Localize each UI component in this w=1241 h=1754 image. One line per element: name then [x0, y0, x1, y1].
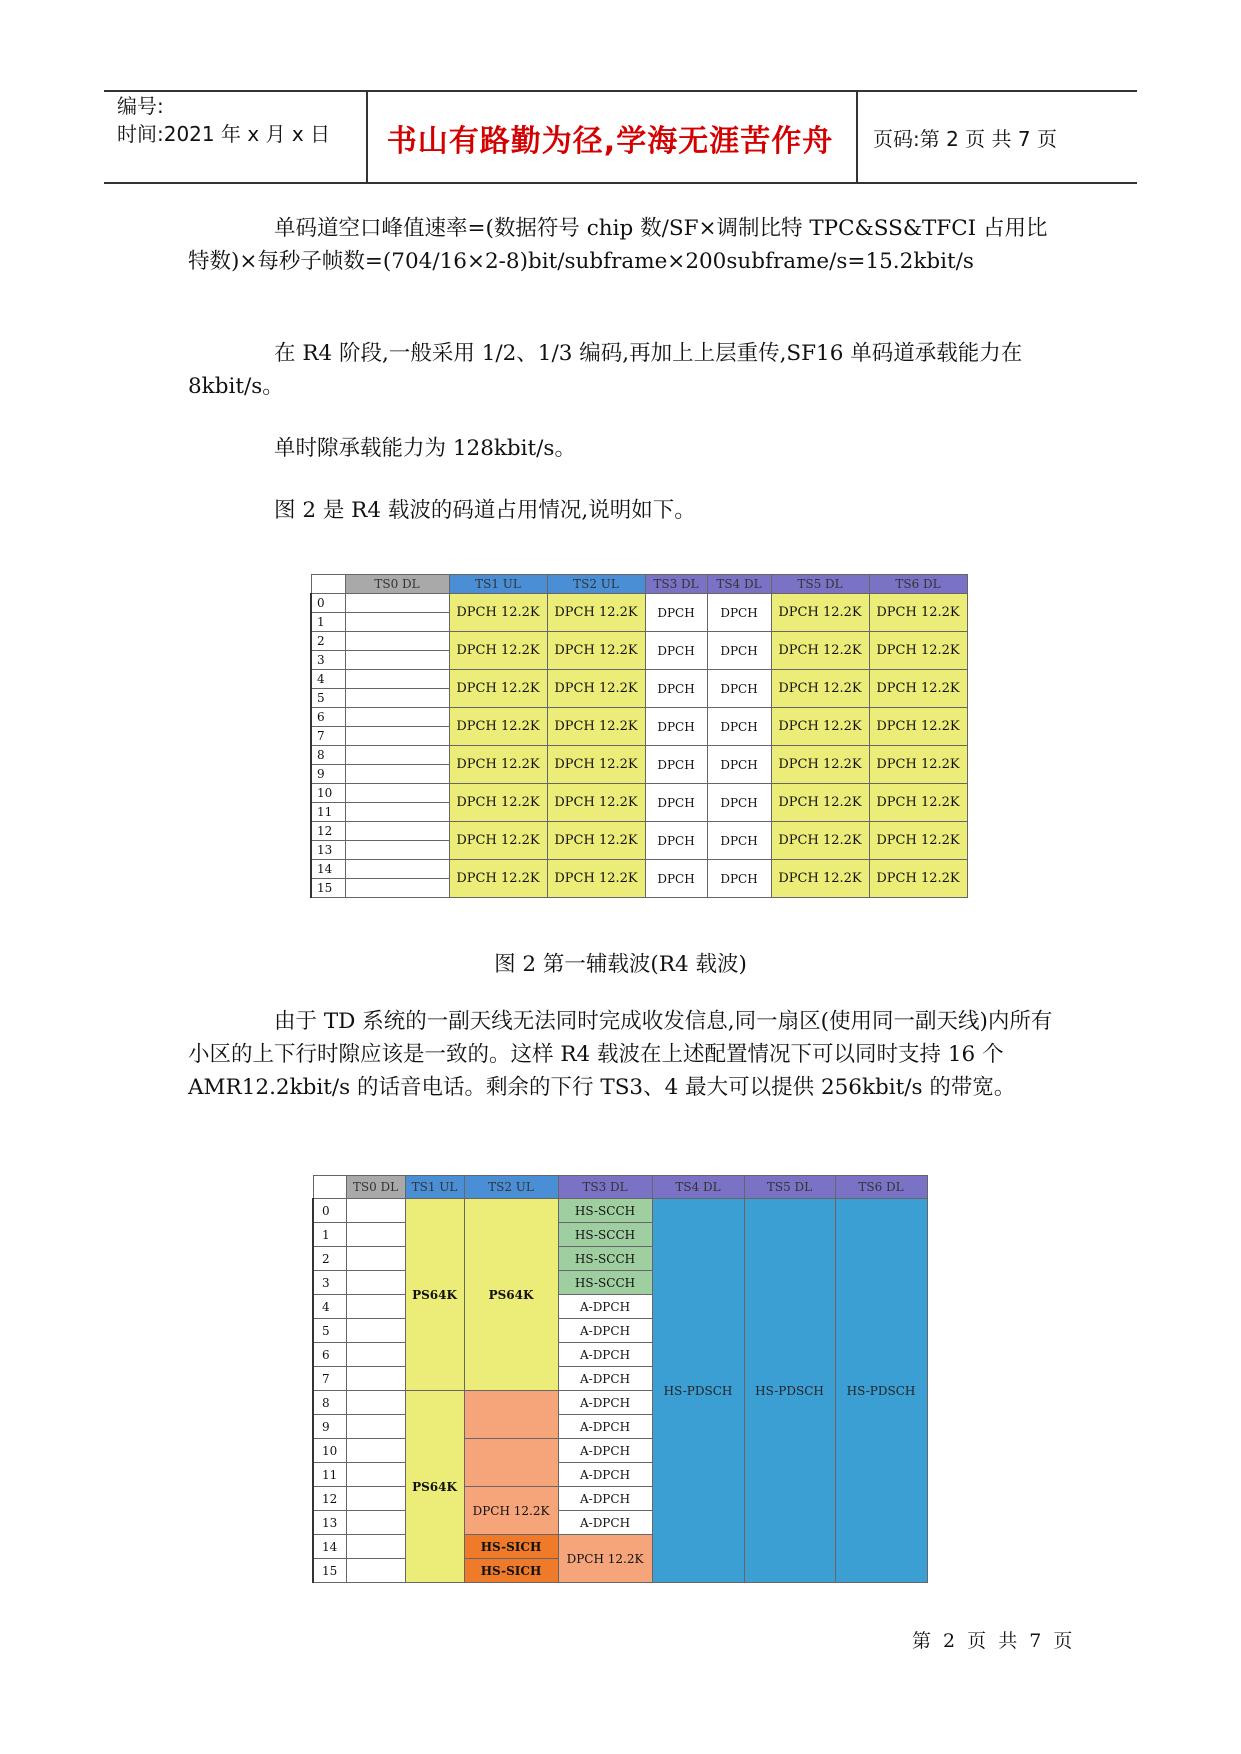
ts0-cell — [345, 784, 449, 803]
code-channel-cell: DPCH — [707, 746, 771, 784]
ts0-cell — [345, 746, 449, 765]
a-dpch-cell: A-DPCH — [558, 1415, 652, 1439]
dpch-cell: DPCH 12.2K — [558, 1535, 652, 1583]
ts0-cell — [345, 651, 449, 670]
row-index: 14 — [313, 1535, 346, 1559]
hs-scch-cell: HS-SCCH — [558, 1199, 652, 1223]
table-row — [311, 784, 967, 803]
code-channel-cell: DPCH 12.2K — [547, 594, 645, 632]
row-index: 10 — [313, 1439, 346, 1463]
code-channel-cell: DPCH 12.2K — [449, 784, 547, 822]
hs-pdsch-cell: HS-PDSCH — [835, 1199, 927, 1583]
code-channel-cell: DPCH 12.2K — [449, 708, 547, 746]
header-ts2: TS2 UL — [464, 1176, 558, 1199]
header-ts4: TS4 DL — [707, 575, 771, 594]
code-channel-cell: DPCH 12.2K — [547, 860, 645, 898]
code-channel-cell: DPCH 12.2K — [449, 670, 547, 708]
ts0-cell — [345, 803, 449, 822]
code-channel-cell: DPCH 12.2K — [869, 632, 967, 670]
ts0-cell — [346, 1199, 405, 1223]
header-ts5: TS5 DL — [771, 575, 869, 594]
ps64k-cell: PS64K — [405, 1199, 464, 1391]
corner-cell — [313, 1176, 346, 1199]
row-index: 15 — [311, 879, 345, 898]
a-dpch-cell: A-DPCH — [558, 1295, 652, 1319]
ts0-cell — [345, 727, 449, 746]
table1-body — [311, 594, 967, 898]
row-index: 7 — [313, 1367, 346, 1391]
header-divider-left — [366, 90, 368, 183]
table-row — [311, 670, 967, 689]
ts0-cell — [346, 1223, 405, 1247]
code-channel-cell: DPCH 12.2K — [771, 670, 869, 708]
row-index: 2 — [313, 1247, 346, 1271]
row-index: 3 — [313, 1271, 346, 1295]
hs-pdsch-cell: HS-PDSCH — [652, 1199, 744, 1583]
table-row — [311, 708, 967, 727]
code-channel-cell: DPCH — [707, 822, 771, 860]
table-row — [311, 632, 967, 651]
dpch-cell: DPCH 12.2K — [464, 1487, 558, 1535]
ts0-cell — [345, 613, 449, 632]
code-channel-cell: DPCH — [707, 784, 771, 822]
ps64k-cell: PS64K — [405, 1391, 464, 1583]
row-index: 12 — [313, 1487, 346, 1511]
code-channel-cell: DPCH — [645, 708, 707, 746]
header-ts4: TS4 DL — [652, 1176, 744, 1199]
row-index: 8 — [311, 746, 345, 765]
code-channel-cell: DPCH 12.2K — [771, 594, 869, 632]
hs-scch-cell: HS-SCCH — [558, 1247, 652, 1271]
code-channel-cell: DPCH 12.2K — [869, 784, 967, 822]
code-channel-cell: DPCH — [645, 784, 707, 822]
code-channel-cell: DPCH 12.2K — [547, 632, 645, 670]
row-index: 0 — [313, 1199, 346, 1223]
ts0-cell — [345, 879, 449, 898]
header-bottom-rule — [104, 182, 1137, 184]
row-index: 7 — [311, 727, 345, 746]
a-dpch-cell: A-DPCH — [558, 1343, 652, 1367]
code-channel-cell: DPCH — [645, 632, 707, 670]
code-channel-cell: DPCH 12.2K — [449, 632, 547, 670]
r4-carrier-code-table — [310, 574, 968, 898]
header-number-label: 编号: — [117, 94, 164, 118]
ts0-cell — [346, 1439, 405, 1463]
row-index: 8 — [313, 1391, 346, 1415]
code-channel-cell: DPCH 12.2K — [771, 746, 869, 784]
header-ts1: TS1 UL — [405, 1176, 464, 1199]
row-index: 2 — [311, 632, 345, 651]
row-index: 3 — [311, 651, 345, 670]
row-index: 0 — [311, 594, 345, 613]
row-index: 5 — [313, 1319, 346, 1343]
code-channel-cell: DPCH 12.2K — [449, 822, 547, 860]
a-dpch-cell: A-DPCH — [558, 1319, 652, 1343]
ts0-cell — [346, 1295, 405, 1319]
ts0-cell — [345, 860, 449, 879]
header-ts6: TS6 DL — [835, 1176, 927, 1199]
paragraph-2: 在 R4 阶段,一般采用 1/2、1/3 编码,再加上上层重传,SF16 单码道承载能力在 8kbit/s。 — [188, 341, 1023, 399]
ts0-cell — [345, 689, 449, 708]
ts0-cell — [346, 1511, 405, 1535]
figure-caption: 图 2 第一辅载波(R4 载波) — [494, 952, 747, 977]
ts0-cell — [346, 1247, 405, 1271]
table-row — [311, 746, 967, 765]
header-page-label: 页码:第 2 页 共 7 页 — [873, 127, 1057, 151]
code-channel-cell: DPCH 12.2K — [869, 860, 967, 898]
ts0-cell — [346, 1463, 405, 1487]
a-dpch-cell: A-DPCH — [558, 1439, 652, 1463]
code-channel-cell: DPCH 12.2K — [449, 594, 547, 632]
paragraph-4: 图 2 是 R4 载波的码道占用情况,说明如下。 — [274, 498, 696, 523]
row-index: 5 — [311, 689, 345, 708]
code-channel-cell: DPCH 12.2K — [771, 860, 869, 898]
a-dpch-cell: A-DPCH — [558, 1511, 652, 1535]
header-left-block — [117, 92, 330, 148]
ts0-cell — [346, 1367, 405, 1391]
code-channel-cell: DPCH — [645, 670, 707, 708]
row-index: 9 — [313, 1415, 346, 1439]
table-row — [311, 860, 967, 879]
code-channel-cell: DPCH 12.2K — [547, 746, 645, 784]
ts0-cell — [346, 1319, 405, 1343]
ts0-cell — [345, 594, 449, 613]
paragraph-3: 单时隙承载能力为 128kbit/s。 — [274, 436, 576, 461]
ts0-cell — [345, 841, 449, 860]
code-channel-cell: DPCH 12.2K — [547, 708, 645, 746]
ts0-cell — [346, 1271, 405, 1295]
a-dpch-cell: A-DPCH — [558, 1391, 652, 1415]
header-divider-right — [856, 90, 858, 183]
code-channel-cell: DPCH 12.2K — [547, 670, 645, 708]
table-row — [313, 1199, 927, 1223]
header-ts0: TS0 DL — [345, 575, 449, 594]
header-time-label: 时间:2021 年 x 月 x 日 — [117, 122, 331, 146]
ts0-cell — [346, 1535, 405, 1559]
corner-cell — [311, 575, 345, 594]
paragraph-1: 单码道空口峰值速率=(数据符号 chip 数/SF×调制比特 TPC&SS&TFCI 占用比特数)×每秒子帧数=(704/16×2-8)bit/subframe×200subframe/s=15.2kbit/s — [188, 216, 1048, 274]
code-channel-cell: DPCH — [645, 746, 707, 784]
row-index: 15 — [313, 1559, 346, 1583]
row-index: 4 — [313, 1295, 346, 1319]
header-ts2: TS2 UL — [547, 575, 645, 594]
header-ts1: TS1 UL — [449, 575, 547, 594]
code-channel-cell: DPCH 12.2K — [449, 746, 547, 784]
row-index: 4 — [311, 670, 345, 689]
code-channel-cell: DPCH 12.2K — [547, 822, 645, 860]
hsdpa-carrier-code-table — [312, 1175, 928, 1583]
ts0-cell — [346, 1487, 405, 1511]
ts0-cell — [345, 708, 449, 727]
code-channel-cell: DPCH — [707, 860, 771, 898]
salmon-cell — [464, 1391, 558, 1439]
code-channel-cell: DPCH — [707, 632, 771, 670]
code-channel-cell: DPCH — [707, 670, 771, 708]
header-ts3: TS3 DL — [558, 1176, 652, 1199]
code-channel-cell: DPCH 12.2K — [771, 632, 869, 670]
code-channel-cell: DPCH — [707, 708, 771, 746]
header-ts6: TS6 DL — [869, 575, 967, 594]
hs-sich-cell: HS-SICH — [464, 1559, 558, 1583]
hs-scch-cell: HS-SCCH — [558, 1223, 652, 1247]
paragraph-5: 由于 TD 系统的一副天线无法同时完成收发信息,同一扇区(使用同一副天线)内所有小区的上下行时隙应该是一致的。这样 R4 载波在上述配置情况下可以同时支持 16 个 AMR12.2kbit/s 的话音电话。剩余的下行 TS3、4 最大可以提供 256kbit/s 的带宽。 — [188, 1009, 1053, 1100]
header-ts5: TS5 DL — [744, 1176, 835, 1199]
row-index: 1 — [311, 613, 345, 632]
code-channel-cell: DPCH 12.2K — [869, 594, 967, 632]
a-dpch-cell: A-DPCH — [558, 1367, 652, 1391]
table-row — [311, 594, 967, 613]
row-index: 1 — [313, 1223, 346, 1247]
header-ts3: TS3 DL — [645, 575, 707, 594]
a-dpch-cell: A-DPCH — [558, 1487, 652, 1511]
code-channel-cell: DPCH 12.2K — [869, 822, 967, 860]
ts0-cell — [345, 670, 449, 689]
ts0-cell — [346, 1559, 405, 1583]
code-channel-cell: DPCH — [645, 594, 707, 632]
a-dpch-cell: A-DPCH — [558, 1463, 652, 1487]
ts0-cell — [346, 1415, 405, 1439]
table2-body — [313, 1199, 927, 1583]
ts0-cell — [345, 632, 449, 651]
header-ts0: TS0 DL — [346, 1176, 405, 1199]
code-channel-cell: DPCH — [645, 822, 707, 860]
code-channel-cell: DPCH 12.2K — [449, 860, 547, 898]
ps64k-cell: PS64K — [464, 1199, 558, 1391]
page-footer: 第 2 页 共 7 页 — [912, 1630, 1076, 1652]
salmon-cell — [464, 1439, 558, 1487]
code-channel-cell: DPCH — [645, 860, 707, 898]
row-index: 11 — [311, 803, 345, 822]
code-channel-cell: DPCH 12.2K — [869, 746, 967, 784]
code-channel-cell: DPCH 12.2K — [547, 784, 645, 822]
ts0-cell — [346, 1391, 405, 1415]
ts0-cell — [345, 822, 449, 841]
row-index: 6 — [311, 708, 345, 727]
code-channel-cell: DPCH 12.2K — [771, 784, 869, 822]
hs-sich-cell: HS-SICH — [464, 1535, 558, 1559]
header-motto: 书山有路勤为径,学海无涯苦作舟 — [386, 124, 834, 159]
row-index: 13 — [311, 841, 345, 860]
row-index: 12 — [311, 822, 345, 841]
row-index: 11 — [313, 1463, 346, 1487]
row-index: 10 — [311, 784, 345, 803]
code-channel-cell: DPCH — [707, 594, 771, 632]
row-index: 6 — [313, 1343, 346, 1367]
row-index: 14 — [311, 860, 345, 879]
code-channel-cell: DPCH 12.2K — [869, 670, 967, 708]
ts0-cell — [345, 765, 449, 784]
code-channel-cell: DPCH 12.2K — [771, 708, 869, 746]
hs-scch-cell: HS-SCCH — [558, 1271, 652, 1295]
row-index: 13 — [313, 1511, 346, 1535]
code-channel-cell: DPCH 12.2K — [869, 708, 967, 746]
table-row — [311, 822, 967, 841]
row-index: 9 — [311, 765, 345, 784]
ts0-cell — [346, 1343, 405, 1367]
code-channel-cell: DPCH 12.2K — [771, 822, 869, 860]
hs-pdsch-cell: HS-PDSCH — [744, 1199, 835, 1583]
